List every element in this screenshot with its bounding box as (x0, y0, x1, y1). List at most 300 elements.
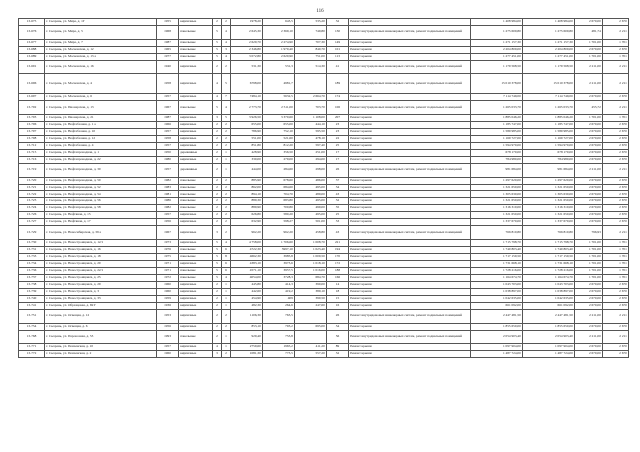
cell-year: 1936 (157, 302, 179, 309)
cell-floors: 2 (213, 309, 222, 323)
cell-unit-b: 2 670 (603, 198, 629, 205)
cell-area-nonres: 499,00 (295, 205, 327, 212)
table-row (19, 281, 629, 288)
cell-area-living: 812,20 (263, 142, 295, 149)
cell-area-nonres: 390,50 (295, 295, 327, 302)
cell-floors: 5 (213, 240, 222, 247)
cell-material: панельные (179, 274, 213, 281)
cell-cost-b: 1 589 985,00 (523, 128, 575, 135)
cell-cost: 661 092,00 (471, 302, 523, 309)
cell-material: кирпичные (179, 219, 213, 226)
cell-entrances: 2 (222, 121, 231, 128)
cell-year: 1982 (157, 205, 179, 212)
cell-material: панельные (179, 101, 213, 115)
cell-address: г. Сызрань, ул. Московская, д. 4 (45, 74, 157, 94)
cell-residents: 130 (327, 25, 349, 39)
cell-unit-b: 1 701 (603, 261, 629, 268)
cell-area-nonres: 1 018,10 (295, 261, 327, 268)
cell-area-total: 2 629,70 (231, 39, 263, 46)
cell-year: 1993 (157, 330, 179, 344)
cell-unit-b: 1 701 (603, 254, 629, 261)
cell-cost-b: 1 321 650,00 (523, 212, 575, 219)
cell-id: 13-730 (19, 240, 45, 247)
cell-cost-b: 1 097 904,00 (523, 344, 575, 351)
cell-floors: 5 (213, 101, 222, 115)
table-row (19, 219, 629, 226)
table-row (19, 128, 629, 135)
cell-work: Ремонт крыши (349, 247, 471, 254)
cell-unit: 2 670,00 (575, 121, 603, 128)
cell-cost-b: 1 728 216,00 (523, 267, 575, 274)
table-row (19, 135, 629, 142)
cell-material: кирпичные (179, 135, 213, 142)
cell-area-nonres: 495,00 (295, 184, 327, 191)
cell-work: Ремонт крыши (349, 198, 471, 205)
cell-work: Ремонт крыши (349, 351, 471, 358)
cell-cost: 1 169 727,00 (471, 135, 523, 142)
cell-cost: 1 305 630,00 (471, 191, 523, 198)
cell-residents: 23 (327, 128, 349, 135)
cell-cost-b: 661 092,00 (523, 302, 575, 309)
cell-year: 1957 (157, 163, 179, 177)
cell-id: 13-723 (19, 198, 45, 205)
cell-address: г. Сызрань, ул. Новостроящаяся, д. 20 (45, 261, 157, 268)
cell-cost-b: 1 038 897,00 (523, 288, 575, 295)
cell-work: Ремонт крыши (349, 212, 471, 219)
cell-work: Ремонт крыши (349, 344, 471, 351)
table-row (19, 121, 629, 128)
cell-entrances: 5 (222, 74, 231, 94)
cell-unit: 796,93 (575, 226, 603, 240)
cell-unit-b: 1 701 (603, 274, 629, 281)
cell-year: 1950 (157, 149, 179, 156)
cell-address: г. Сызрань, ул. Пионерская, д. 13 (45, 101, 157, 115)
cell-residents: 106 (327, 101, 349, 115)
cell-unit: 2 670,00 (575, 212, 603, 219)
cell-id: 13-721 (19, 184, 45, 191)
cell-address: г. Сызрань, ул. Нефтебазная, д. 10 (45, 128, 157, 135)
cell-address: г. Сызрань, ул. Освещая, д. 6 (45, 323, 157, 330)
cell-floors: 3 (213, 114, 222, 121)
cell-cost: 1 728 216,00 (471, 267, 523, 274)
cell-address: г. Сызрань, ул. Мира, д. 7 (45, 39, 157, 46)
table-row (19, 25, 629, 39)
cell-unit: 2 670,00 (575, 191, 603, 198)
cell-work: Ремонт внутридомовых инженерных систем, ремонт подвальных помещений (349, 101, 471, 115)
cell-entrances: 1 (222, 156, 231, 163)
cell-floors: 2 (213, 330, 222, 344)
cell-unit: 1 701,00 (575, 240, 603, 247)
cell-area-total: 862,00 (231, 184, 263, 191)
table-row (19, 323, 629, 330)
table-row (19, 163, 629, 177)
cell-unit-b: 1 701 (603, 39, 629, 46)
cell-address: г. Сызрань, ул. Пензенская, д. 2 (45, 351, 157, 358)
cell-area-nonres: 684,70 (295, 274, 327, 281)
cell-id: 13-729 (19, 226, 45, 240)
cell-area-total: 4 758,00 (231, 240, 263, 247)
cell-id: 13-733 (19, 254, 45, 261)
cell-residents: 16 (327, 302, 349, 309)
cell-area-nonres: 389,10 (295, 288, 327, 295)
cell-year: 1956 (157, 323, 179, 330)
table-row (19, 267, 629, 274)
cell-cost: 1 337 670,00 (471, 219, 523, 226)
cell-id: 13-703 (19, 114, 45, 121)
cell-year: 1958 (157, 135, 179, 142)
cell-area-total: 2 773,70 (231, 101, 263, 115)
cell-entrances: 1 (222, 288, 231, 295)
cell-id: 13-676 (19, 25, 45, 39)
cell-material: кирпичные (179, 288, 213, 295)
table-row (19, 288, 629, 295)
table-row (19, 254, 629, 261)
cell-entrances: 1 (222, 163, 231, 177)
cell-year: 1966 (157, 121, 179, 128)
cell-id: 13-702 (19, 101, 45, 115)
cell-cost: 1 297 620,00 (471, 177, 523, 184)
cell-area-nonres: 458,80 (295, 226, 327, 240)
cell-work: Ремонт крыши (349, 19, 471, 26)
cell-floors: 2 (213, 19, 222, 26)
table-row (19, 295, 629, 302)
cell-cost: 1 097 904,00 (471, 344, 523, 351)
cell-unit-b: 2 211 (603, 163, 629, 177)
cell-residents: 22 (327, 135, 349, 142)
cell-address: г. Сызрань, ул. Нефтебазная, д. 1 а (45, 121, 157, 128)
cell-area-living: 3997,10 (263, 247, 295, 254)
cell-unit: 2 211,00 (575, 74, 603, 94)
cell-entrances: 2 (222, 323, 231, 330)
cell-cost-b: 7 114 749,00 (523, 94, 575, 101)
cell-id: 13-712 (19, 142, 45, 149)
cell-floors: 3 (213, 226, 222, 240)
cell-cost: 1 740 803,40 (471, 247, 523, 254)
cell-year: 1940 (157, 60, 179, 74)
cell-year: 1972 (157, 274, 179, 281)
cell-address: г. Сызрань, ул. Нефтепроводная, д. 56 (45, 198, 157, 205)
cell-unit: 2 670,00 (575, 351, 603, 358)
cell-unit-b: 1 701 (603, 240, 629, 247)
cell-unit-b: 2 211 (603, 309, 629, 323)
table-row (19, 60, 629, 74)
cell-area-living: 598,27 (263, 219, 295, 226)
cell-unit: 2 211,00 (575, 330, 603, 344)
cell-address: г. Сызрань, ул. Новостроящаяся, д. 12/1 (45, 240, 157, 247)
cell-floors: 2 (213, 135, 222, 142)
cell-area-total: 428,90 (231, 149, 263, 156)
cell-floors: 4 (213, 94, 222, 101)
cell-material: панельные (179, 198, 213, 205)
cell-unit-b: 2 670 (603, 288, 629, 295)
cell-year: 1958 (157, 74, 179, 94)
cell-id: 13-715 (19, 149, 45, 156)
cell-id: 13-738 (19, 281, 45, 288)
cell-residents: 26 (327, 163, 349, 177)
cell-cost-b: 1 731 668,10 (523, 261, 575, 268)
cell-entrances: 2 (222, 219, 231, 226)
cell-cost-b: 1 305 630,00 (523, 191, 575, 198)
cell-year: 1987 (157, 39, 179, 46)
cell-floors: 5 (213, 261, 222, 268)
cell-area-nonres (295, 309, 327, 323)
cell-area-living: 962,20 (263, 226, 295, 240)
cell-unit-b: 1 701 (603, 267, 629, 274)
cell-area-living: 2 369,10 (263, 25, 295, 39)
cell-residents: 170 (327, 254, 349, 261)
cell-floors: 2 (213, 302, 222, 309)
cell-cost-b: 15 010 378,00 (523, 74, 575, 94)
cell-cost: 678 170,00 (471, 149, 523, 156)
cell-area-total: 1978,20 (231, 19, 263, 26)
cell-unit: 1 701,00 (575, 114, 603, 121)
cell-cost-b: 678 170,00 (523, 149, 575, 156)
cell-cost: 981 684,00 (471, 163, 523, 177)
cell-address: г. Сызрань, ул. Московская, д. 12 (45, 46, 157, 53)
cell-cost-b: 1 321 650,00 (523, 198, 575, 205)
cell-year: 1973 (157, 240, 179, 247)
cell-residents: 56 (327, 330, 349, 344)
cell-residents: 37 (327, 177, 349, 184)
cell-address: г. Сызрань, ул. Новостроящаяся, д. 33 (45, 295, 157, 302)
cell-id: 13-719 (19, 163, 45, 177)
cell-area-living: 643,5 (263, 19, 295, 26)
cell-work: Ремонт крыши (349, 53, 471, 60)
cell-cost: 2 054 903,40 (471, 330, 523, 344)
cell-floors: 2 (213, 191, 222, 198)
cell-unit: 1 701,00 (575, 39, 603, 46)
cell-residents: 32 (327, 351, 349, 358)
cell-unit-b: 2 670 (603, 19, 629, 26)
cell-area-living: 3957,5 (263, 267, 295, 274)
cell-year: 1982 (157, 177, 179, 184)
cell-material: кирпичные (179, 302, 213, 309)
cell-address: г. Сызрань, ул. Нефтебазная, д. 12 (45, 135, 157, 142)
cell-work: Ремонт крыши (349, 184, 471, 191)
cell-address: г. Сызрань, ул. Нефтепроводная, д. 1 (45, 149, 157, 156)
cell-id: 13-688 (19, 46, 45, 53)
cell-area-living: 409 (263, 295, 295, 302)
cell-unit-b: 2 670 (603, 219, 629, 226)
cell-year: 1956 (157, 219, 179, 226)
cell-cost-b: 1 043 703,00 (523, 281, 575, 288)
cell-work: Ремонт внутридомовых инженерных систем, ремонт подвальных помещений (349, 309, 471, 323)
cell-floors: 2 (213, 142, 222, 149)
cell-area-nonres: 749,80 (295, 25, 327, 39)
cell-area-living: 793,2 (263, 323, 295, 330)
cell-cost-b: 981 684,00 (523, 163, 575, 177)
table-row (19, 212, 629, 219)
cell-area-nonres: 707,30 (295, 39, 327, 46)
cell-year: 1957 (157, 344, 179, 351)
cell-cost-b: 1 321 650,00 (523, 184, 575, 191)
cell-area-living: 684,60 (263, 184, 295, 191)
table-row (19, 205, 629, 212)
cell-work: Ремонт крыши (349, 177, 471, 184)
cell-area-total: 853,10 (231, 323, 263, 330)
cell-area-living: 531,3 (263, 60, 295, 74)
cell-id: 13-675 (19, 19, 45, 26)
cell-unit-b: 2 670 (603, 156, 629, 163)
cell-area-living: 414,3 (263, 281, 295, 288)
cell-material: кирпичные (179, 226, 213, 240)
cell-area-nonres: 478,10 (295, 135, 327, 142)
cell-unit: 1 701,00 (575, 247, 603, 254)
cell-area-living: 419,2 (263, 288, 295, 295)
cell-id: 13-737 (19, 274, 45, 281)
cell-area-nonres: 514,30 (295, 60, 327, 74)
cell-cost: 1 042 635,00 (471, 295, 523, 302)
cell-id: 13-677 (19, 39, 45, 46)
cell-unit-b: 2 670 (603, 295, 629, 302)
cell-id: 13-771 (19, 344, 45, 351)
table-row (19, 261, 629, 268)
cell-cost-b: 1 337 670,00 (523, 219, 575, 226)
cell-work: Ремонт крыши (349, 288, 471, 295)
cell-area-nonres: 703,70 (295, 101, 327, 115)
cell-floors: 5 (213, 247, 222, 254)
cell-work: Ремонт крыши (349, 114, 471, 121)
cell-id: 13-716 (19, 156, 45, 163)
cell-entrances: 2 (222, 19, 231, 26)
cell-year: 1987 (157, 114, 179, 121)
cell-floors: 2 (213, 295, 222, 302)
cell-year: 1976 (157, 247, 179, 254)
table-row (19, 19, 629, 26)
cell-area-nonres: 495,00 (295, 198, 327, 205)
cell-cost: 1 715 798,70 (471, 240, 523, 247)
cell-entrances: 2 (222, 309, 231, 323)
cell-area-living: 3973,6 (263, 261, 295, 268)
cell-unit: 2 670,00 (575, 149, 603, 156)
table-row (19, 53, 629, 60)
cell-unit-b: 2 670 (603, 94, 629, 101)
cell-material: кирпичные (179, 295, 213, 302)
cell-material: кирпичные (179, 156, 213, 163)
cell-material: кирпичные (179, 74, 213, 94)
cell-floors: 2 (213, 121, 222, 128)
cell-unit-b: 2 211 (603, 226, 629, 240)
cell-unit-b: 2 211 (603, 74, 629, 94)
table-row (19, 177, 629, 184)
cell-floors: 2 (213, 323, 222, 330)
cell-address: г. Сызрань, ул. Нефтепроводная, д. 22 (45, 156, 157, 163)
cell-unit: 1 701,00 (575, 261, 603, 268)
cell-id: 13-768 (19, 330, 45, 344)
cell-cost: 1 487 724,00 (471, 351, 523, 358)
cell-residents: 25 (327, 142, 349, 149)
cell-unit-b: 2 211 (603, 330, 629, 344)
cell-area-nonres: 2 664,70 (295, 94, 327, 101)
cell-area-nonres: 294,00 (295, 156, 327, 163)
cell-cost-b: 1 408 984,00 (523, 19, 575, 26)
cell-entrances: 4 (222, 53, 231, 60)
cell-unit: 2 670,00 (575, 156, 603, 163)
table-row (19, 198, 629, 205)
cell-floors: 2 (213, 198, 222, 205)
cell-unit: 2 670,00 (575, 281, 603, 288)
cell-residents: 113 (327, 53, 349, 60)
cell-residents: 33 (327, 219, 349, 226)
table-row (19, 94, 629, 101)
table-row (19, 309, 629, 323)
cell-area-nonres: 595,50 (295, 128, 327, 135)
table-row (19, 191, 629, 198)
cell-cost-b: 2 054 903,40 (523, 330, 575, 344)
cell-area-living: 655,00 (263, 121, 295, 128)
cell-address: г. Сызрань, ул. Освещая, д. 12 (45, 309, 157, 323)
cell-material: кирпичные (179, 261, 213, 268)
cell-material: кирпичные (179, 60, 213, 74)
cell-floors: 5 (213, 53, 222, 60)
table-row (19, 351, 629, 358)
cell-year: 1981 (157, 191, 179, 198)
cell-area-total: 894,10 (231, 191, 263, 198)
cell-entrances: 2 (222, 212, 231, 219)
cell-address: г. Сызрань, ул. Пензенская, д. 10 (45, 344, 157, 351)
table-row (19, 274, 629, 281)
cell-area-nonres: 501,00 (295, 219, 327, 226)
cell-entrances: 6 (222, 267, 231, 274)
cell-material: панельные (179, 330, 213, 344)
cell-unit-b: 1 701 (603, 53, 629, 60)
cell-material: панельные (179, 205, 213, 212)
cell-unit: 2 670,00 (575, 135, 603, 142)
cell-cost: 1 043 703,00 (471, 281, 523, 288)
cell-material: кирпичные (179, 240, 213, 247)
cell-year: 1971 (157, 261, 179, 268)
cell-unit: 2 670,00 (575, 205, 603, 212)
cell-area-living: 4981,7 (263, 74, 295, 94)
cell-area-total: 1106,30 (231, 309, 263, 323)
cell-area-nonres: 251,00 (295, 149, 327, 156)
cell-entrances: 4 (222, 274, 231, 281)
cell-entrances: 1 (222, 330, 231, 344)
cell-cost: 1 275 609,80 (471, 25, 523, 39)
cell-area-total: 655,00 (231, 121, 263, 128)
cell-unit: 2 211,00 (575, 60, 603, 74)
cell-cost-b: 1 164 674,70 (523, 274, 575, 281)
cell-entrances: 1 (222, 302, 231, 309)
cell-address: г. Сызрань, ул. Нефтепроводная, д. 50 (45, 177, 157, 184)
cell-cost-b: 2 447 481,50 (523, 309, 575, 323)
cell-work: Ремонт крыши (349, 191, 471, 198)
cell-unit: 481,74 (575, 25, 603, 39)
cell-material: деревянные (179, 163, 213, 177)
cell-residents: 17 (327, 156, 349, 163)
cell-residents: 14 (327, 281, 349, 288)
cell-unit-b: 2 670 (603, 177, 629, 184)
cell-id: 13-731 (19, 247, 45, 254)
cell-entrances: 2 (222, 128, 231, 135)
cell-cost: 1 316 310,00 (471, 205, 523, 212)
cell-area-total: 4054,00 (231, 274, 263, 281)
cell-entrances: 2 (222, 135, 231, 142)
cell-area-total: 551,00 (231, 135, 263, 142)
cell-cost: 1 164 674,70 (471, 274, 523, 281)
cell-area-total: 330,00 (231, 156, 263, 163)
cell-residents: 172 (327, 261, 349, 268)
cell-unit: 1 701,00 (575, 274, 603, 281)
cell-cost: 1 594 970,00 (471, 142, 523, 149)
cell-unit-b: 2 670 (603, 135, 629, 142)
cell-unit: 2 670,00 (575, 323, 603, 330)
cell-id: 13-708 (19, 135, 45, 142)
cell-address: г. Сызрань, ул. Пионерская, д. 21 (45, 114, 157, 121)
cell-material: панельные (179, 39, 213, 46)
cell-unit: 1 701,00 (575, 267, 603, 274)
cell-unit-b: 2 670 (603, 281, 629, 288)
